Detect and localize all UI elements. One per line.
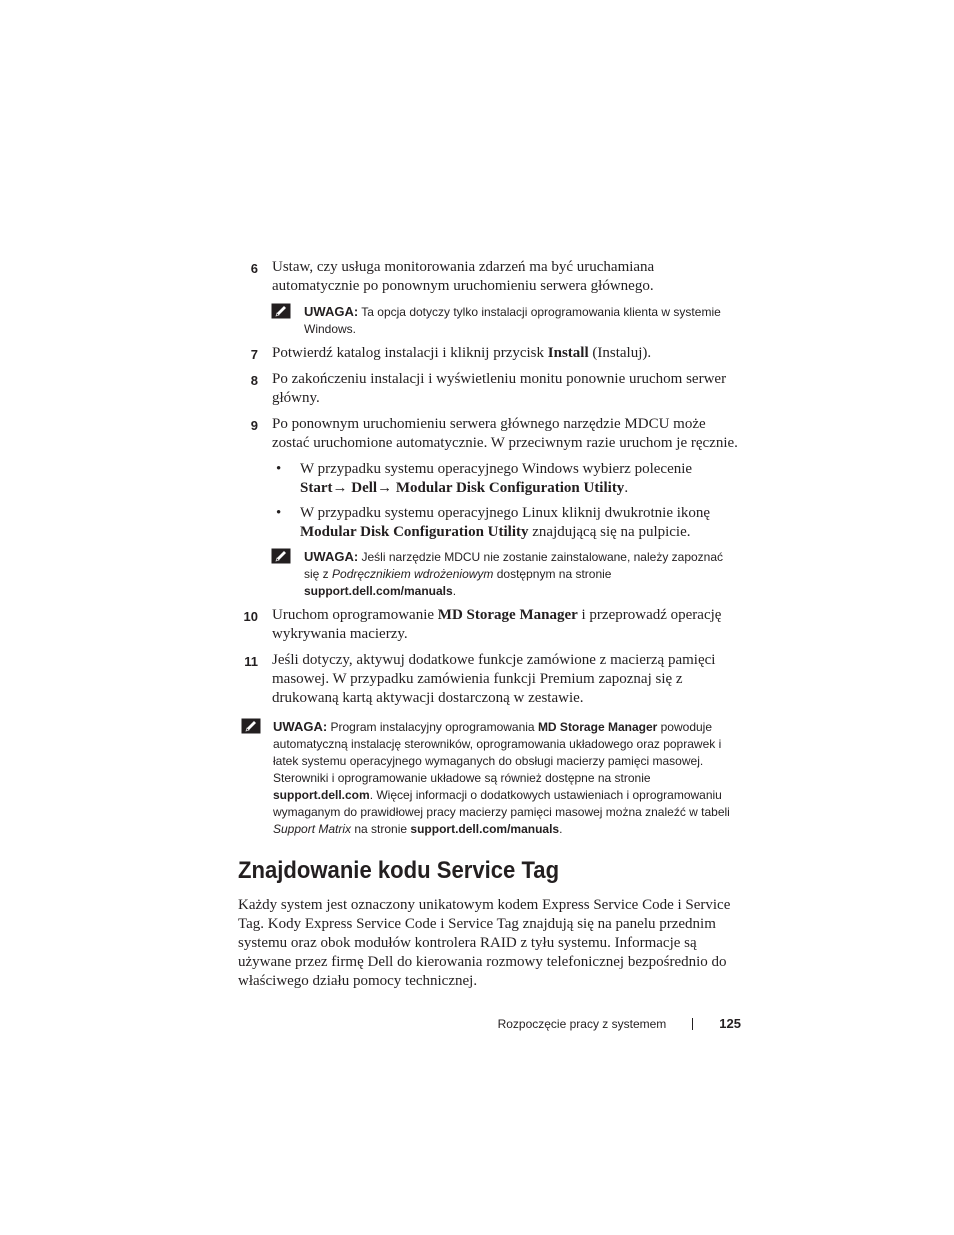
footer-divider [692, 1018, 693, 1030]
section-body: Każdy system jest oznaczony unikatowym kodem Express Service Code i Service Tag. Kody Express Service Code i Service Tag znajdują się na panelu przednim systemu oraz obok modułów kontrolera RAID z tyłu systemu. Informacje są używane przez firmę Dell do kierowania rozmowy telefonicznej bezpośrednio do właściwego działu pomocy technicznej. [238, 897, 731, 989]
product-name: MD Storage Manager [437, 607, 578, 623]
step-6 [240, 258, 740, 296]
step-number: 8 [250, 373, 258, 388]
section-title: Znajdowanie kodu Service Tag [238, 857, 560, 884]
step-9 [240, 415, 740, 453]
bullet-dot: • [276, 461, 282, 477]
step-text-tail: (Instaluj). [588, 345, 652, 361]
manuals-link: support.dell.com/manuals [410, 822, 560, 836]
guide-title: Podręcznikiem wdrożeniowym [332, 567, 494, 581]
bullet-windows [240, 460, 740, 498]
footer-chapter: Rozpoczęcie pracy z systemem [497, 1016, 667, 1031]
step-10 [240, 606, 740, 644]
bullet-text: W przypadku systemu operacyjnego Linux kliknij dwukrotnie ikonę [300, 505, 711, 521]
bullet-text-tail: . [624, 480, 629, 496]
step-number: 11 [244, 654, 258, 669]
note-text: na stronie [351, 822, 411, 836]
support-link: support.dell.com/manuals [304, 584, 453, 598]
product-name: MD Storage Manager [537, 720, 658, 734]
bullet-dot: • [276, 505, 282, 521]
support-matrix-title: Support Matrix [273, 822, 352, 836]
note-mdcu [240, 548, 740, 600]
note-text: Program instalacyjny oprogramowania [327, 720, 538, 734]
bullet-linux [240, 504, 740, 542]
note-text: Jeśli narzędzie MDCU nie zostanie zainstalowane, należy zapoznać się z [304, 550, 724, 581]
step-7 [240, 344, 740, 363]
note-text: Ta opcja dotyczy tylko instalacji oprogramowania klienta w systemie Windows. [304, 305, 721, 336]
note-text: powoduje automatyczną instalację sterowników, oprogramowania układowego oraz poprawek i łatek systemu operacyjnego wymaganych do obsługi macierzy pamięci masowej. Sterowniki i oprogramowanie układowe są również dostępne na stronie [273, 720, 722, 785]
note-md-storage-manager [240, 718, 740, 838]
note-text: dostępnym na stronie [493, 567, 612, 581]
step-number: 10 [243, 609, 258, 624]
bullet-text: W przypadku systemu operacyjnego Windows wybierz polecenie [300, 461, 693, 477]
step-text: Po zakończeniu instalacji i wyświetleniu monitu ponownie uruchom serwer główny. [272, 371, 727, 406]
note-label: UWAGA: [304, 304, 359, 319]
step-number: 7 [250, 347, 258, 362]
page-number: 125 [719, 1016, 741, 1031]
utility-name: Modular Disk Configuration Utility [300, 524, 529, 540]
note-label: UWAGA: [273, 719, 328, 734]
step-number: 6 [250, 261, 258, 276]
pencil-note-icon [271, 548, 291, 564]
menu-path: Start→ Dell→ Modular Disk Configuration Utility [300, 480, 625, 496]
page-footer [498, 1016, 741, 1031]
note-windows-client [240, 303, 740, 338]
note-text: . [452, 584, 457, 598]
step-text-tail: i przeprowadź operację wykrywania macierzy. [272, 607, 722, 642]
step-11 [240, 651, 740, 708]
note-label: UWAGA: [304, 549, 359, 564]
step-text: Potwierdź katalog instalacji i kliknij przycisk [272, 345, 548, 361]
step-text: Ustaw, czy usługa monitorowania zdarzeń ma być uruchamiana automatycznie po ponownym uruchomieniu serwera głównego. [272, 259, 655, 294]
note-text: . [559, 822, 563, 836]
step-number: 9 [250, 418, 258, 433]
install-button-label: Install [547, 345, 589, 361]
bullet-text-tail: znajdującą się na pulpicie. [528, 524, 691, 540]
note-text: . Więcej informacji o dodatkowych ustawieniach i oprogramowaniu wymaganym do prawidłowej pracy macierzy pamięci masowej można znaleźć w tabeli [273, 788, 730, 819]
step-text: Uruchom oprogramowanie [272, 607, 438, 623]
step-text: Po ponownym uruchomieniu serwera głównego narzędzie MDCU może zostać uruchomione automatycznie. W przeciwnym razie uruchom je ręcznie. [272, 416, 738, 451]
support-link: support.dell.com [273, 788, 370, 802]
pencil-note-icon [241, 718, 261, 734]
step-8 [240, 370, 740, 408]
main-content [240, 258, 740, 844]
pencil-note-icon [271, 303, 291, 319]
step-text: Jeśli dotyczy, aktywuj dodatkowe funkcje zamówione z macierzą pamięci masowej. W przypadku zamówienia funkcji Premium zapoznaj się z drukowaną kartą aktywacji dostarczoną w zestawie. [272, 652, 716, 706]
